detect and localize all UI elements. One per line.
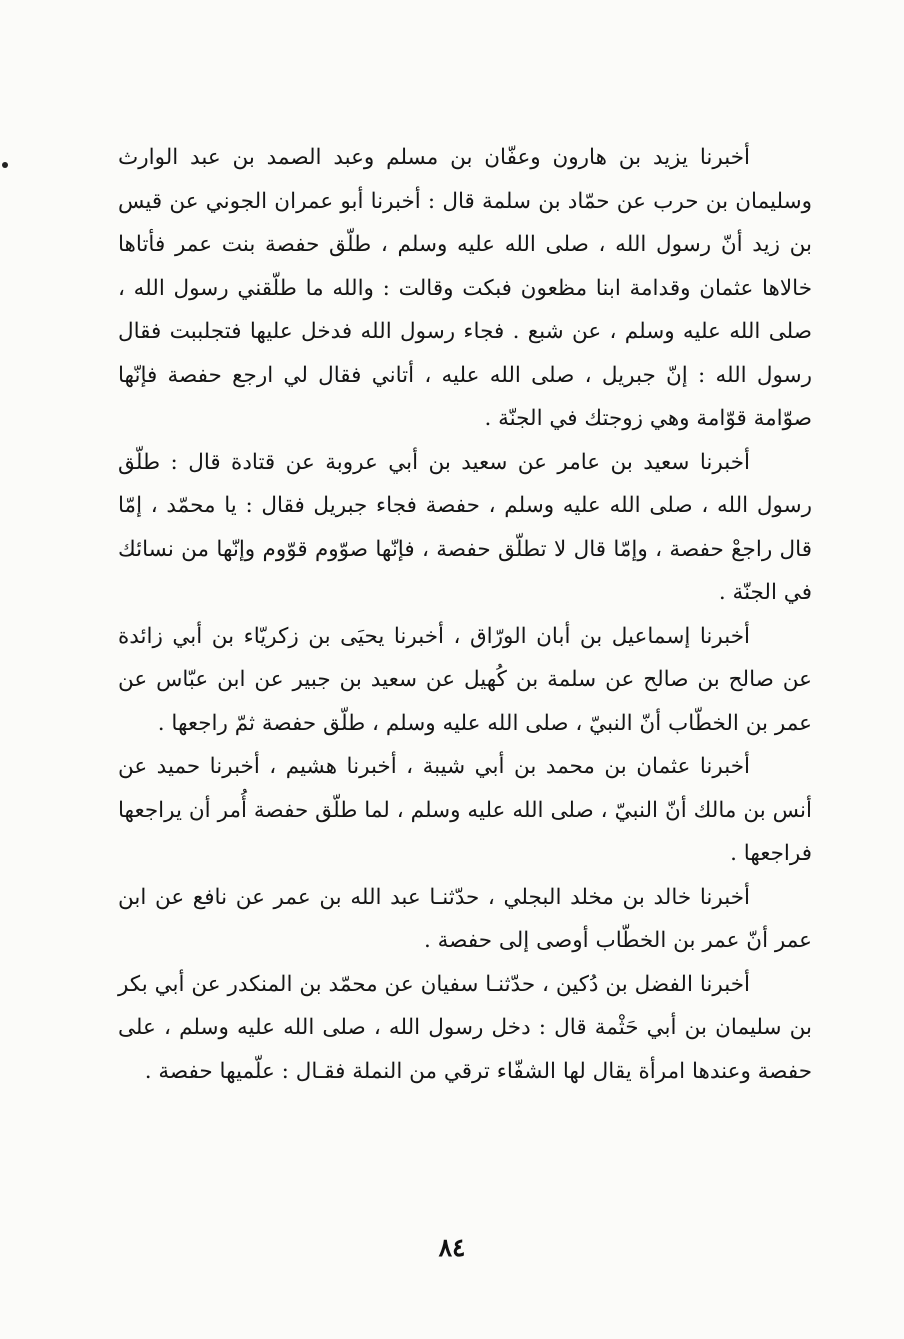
- hadith-paragraph-6: أخبرنا الفضل بن دُكين ، حدّثنـا سفيان عن محمّد بن المنكدر عن أبي بكر بن سليمان بن أبي حَثْمة قال : دخل رسول الله ، صلى الله عليه وسلم ، على حفصة وعندها امرأة يقال لها الشفّاء ترقي من النملة فقـال : علّميها حفصة .: [118, 971, 812, 1084]
- hadith-paragraph-4: أخبرنا عثمان بن محمد بن أبي شيبة ، أخبرنا هشيم ، أخبرنا حميد عن أنس بن مالك أنّ النبيّ ، صلى الله عليه وسلم ، لما طلّق حفصة أُمر أن يراجعها فراجعها .: [118, 754, 812, 866]
- hadith-paragraph-1: أخبرنا يزيد بن هارون وعفّان بن مسلم وعبد الصمد بن عبد الوارث وسليمان بن حرب عن حمّاد بن سلمة قال : أخبرنا أبو عمران الجوني عن قيس بن زيد أنّ رسول الله ، صلى الله عليه وسلم ، طلّق حفصة بنت عمر فأتاها خالاها عثمان وقدامة ابنا مظعون فبكت وقالت : والله ما طلّقني رسول الله ، صلى الله عليه وسلم ، عن شبع . فجاء رسول الله فدخل عليها فتجلببت فقال رسول الله : إنّ جبريل ، صلى الله عليه ، أتاني فقال لي ارجع حفصة فإنّها صوّامة قوّامة وهي زوجتك في الجنّة .: [118, 145, 812, 431]
- main-text-block: [118, 136, 812, 1093]
- hadith-paragraph-2: أخبرنا سعيد بن عامر عن سعيد بن أبي عروبة عن قتادة قال : طلّق رسول الله ، صلى الله عليه وسلم ، حفصة فجاء جبريل فقال : يا محمّد ، إمّا قال راجعْ حفصة ، وإمّا قال لا تطلّق حفصة ، فإنّها صوّوم قوّوم وإنّها من نسائك في الجنّة .: [118, 449, 812, 605]
- hadith-paragraph-3: أخبرنا إسماعيل بن أبان الورّاق ، أخبرنا يحيَى بن زكريّاء بن أبي زائدة عن صالح بن صالح عن سلمة بن كُهيل عن سعيد بن جبير عن ابن عبّاس عن عمر بن الخطّاب أنّ النبيّ ، صلى الله عليه وسلم ، طلّق حفصة ثمّ راجعها .: [118, 623, 812, 736]
- page-number: ٨٤: [438, 1233, 466, 1262]
- margin-dot: [2, 162, 8, 168]
- hadith-paragraph-5: أخبرنا خالد بن مخلد البجلي ، حدّثنـا عبد الله بن عمر عن نافع عن ابن عمر أنّ عمر بن الخطّاب أوصى إلى حفصة .: [118, 884, 812, 953]
